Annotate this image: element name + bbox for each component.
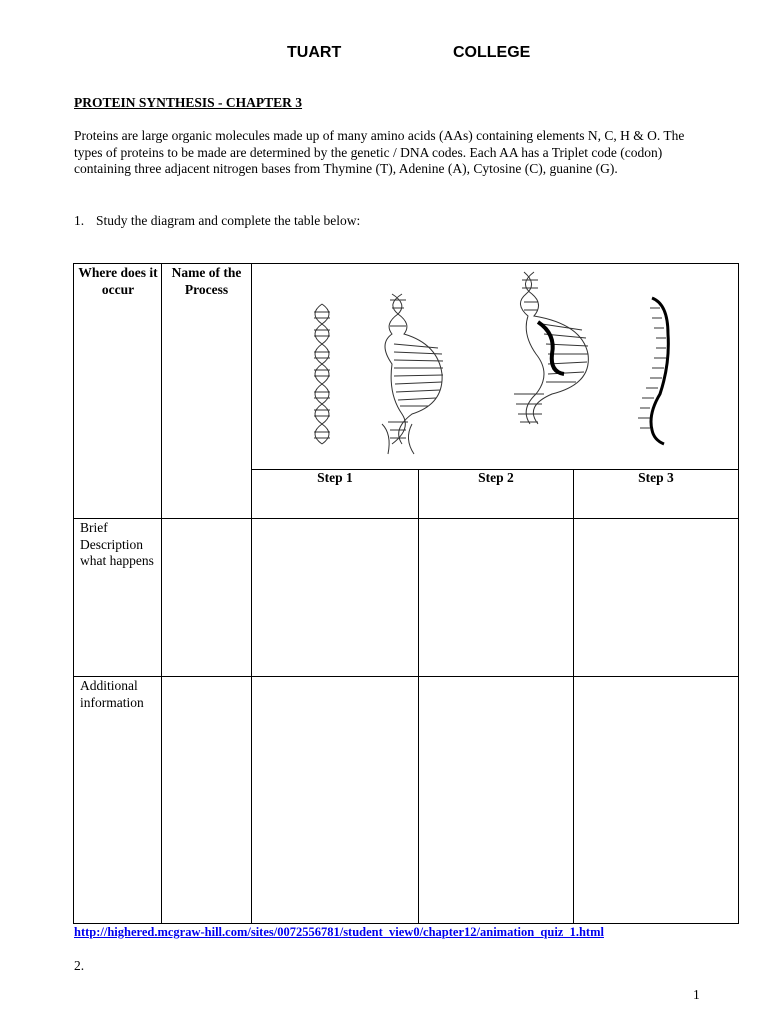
dna-unwinding-icon <box>382 294 443 454</box>
chapter-title: PROTEIN SYNTHESIS - CHAPTER 3 <box>74 95 303 110</box>
header-word-tuart: TUART <box>287 44 342 61</box>
row-label-additional-information: Additional information <box>80 678 144 710</box>
header-process-name: Name of the Process <box>171 265 242 297</box>
question-1-text: Study the diagram and complete the table below: <box>96 213 361 228</box>
single-strand-rna-icon <box>638 298 668 444</box>
animation-quiz-link[interactable]: http://highered.mcgraw-hill.com/sites/0072556781/student_view0/chapter12/animation_quiz_1.html <box>74 925 604 939</box>
question-2-number: 2. <box>74 958 85 973</box>
document-header <box>0 44 768 66</box>
answer-cell-additional-step-3[interactable] <box>574 677 738 923</box>
intro-paragraph: Proteins are large organic molecules made up of many amino acids (AAs) containing elements N, C, H & O. The types of proteins to be made are determined by the genetic / DNA codes. Each AA has a Triplet code (codon) containing three adjacent nitrogen bases from Thymine (T), Adenine (A), Cytosine (C), guanine (G). <box>74 128 685 177</box>
question-1-number: 1. <box>74 213 85 228</box>
answer-cell-brief-process[interactable] <box>162 519 251 676</box>
question-1 <box>74 213 360 229</box>
answer-cell-additional-step-1[interactable] <box>252 677 418 923</box>
page-number: 1 <box>693 987 700 1002</box>
answer-cell-additional-process[interactable] <box>162 677 251 923</box>
answer-cell-brief-step-1[interactable] <box>252 519 418 676</box>
dna-replication-diagram <box>252 264 738 468</box>
row-label-brief-description: Brief Description what happens <box>80 520 154 568</box>
step-2-label: Step 2 <box>478 470 514 485</box>
step-1-label: Step 1 <box>317 470 353 485</box>
answer-cell-additional-step-2[interactable] <box>419 677 573 923</box>
header-word-college: COLLEGE <box>453 44 531 61</box>
answer-cell-brief-step-2[interactable] <box>419 519 573 676</box>
step-3-label: Step 3 <box>638 470 674 485</box>
dna-double-helix-icon <box>314 304 330 444</box>
header-where-occur: Where does it occur <box>78 265 158 297</box>
answer-cell-brief-step-3[interactable] <box>574 519 738 676</box>
